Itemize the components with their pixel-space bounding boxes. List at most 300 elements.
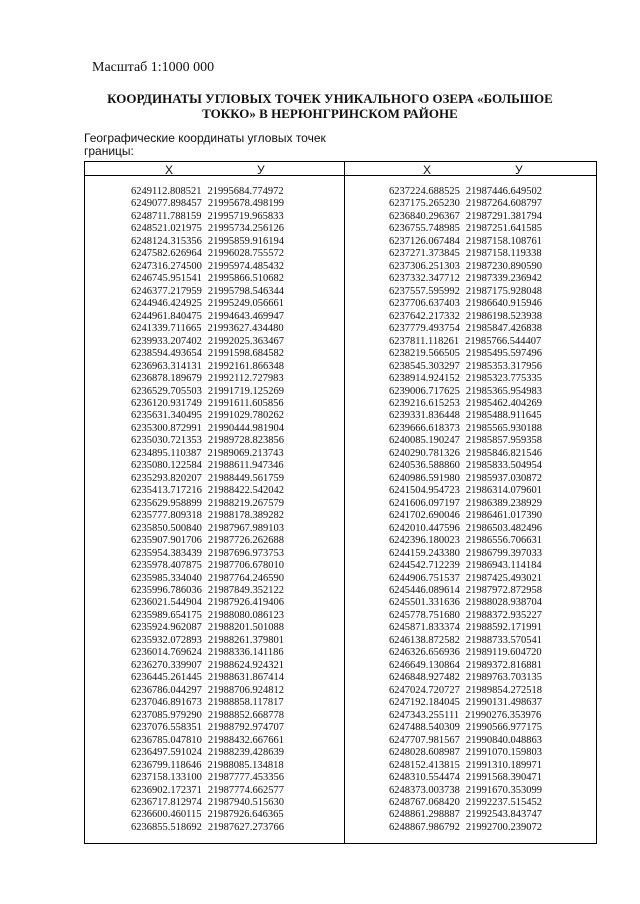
left-coordinate-row [131, 573, 284, 585]
left-coordinate-row [131, 186, 284, 198]
x-coordinate: 6235932.072893 [131, 634, 202, 646]
left-coordinate-row [131, 460, 284, 472]
x-coordinate: 6235907.901706 [131, 535, 202, 547]
y-coordinate: 21988178.389282 [207, 510, 284, 522]
x-coordinate: 6237557.595992 [389, 285, 460, 297]
left-coordinate-row [131, 298, 284, 310]
y-coordinate: 21986389.238929 [465, 497, 542, 509]
y-coordinate: 21988592.171991 [465, 622, 542, 634]
right-coordinate-row [389, 685, 542, 697]
x-coordinate: 6248767.068420 [389, 796, 460, 808]
y-coordinate: 21995719.965833 [207, 210, 284, 222]
caption-line-2: границы: [84, 144, 134, 158]
right-coordinate-row [389, 797, 542, 809]
left-coordinates-column [131, 186, 284, 834]
y-coordinate: 21987926.646365 [207, 809, 284, 821]
y-coordinate: 21988432.667661 [207, 734, 284, 746]
right-coordinate-row [389, 410, 542, 422]
x-coordinate: 6235080.122584 [131, 460, 202, 472]
coordinates-table [84, 161, 597, 844]
x-coordinate: 6248867.986792 [389, 821, 460, 833]
left-coordinate-row [131, 248, 284, 260]
x-coordinate: 6237046.891673 [131, 697, 202, 709]
y-coordinate: 21987158.108761 [465, 235, 542, 247]
x-coordinate: 6236021.544904 [131, 597, 202, 609]
right-coordinate-row [389, 211, 542, 223]
left-coordinate-row [131, 273, 284, 285]
x-coordinate: 6244961.840475 [131, 310, 202, 322]
y-coordinate: 21992025.363467 [207, 335, 284, 347]
left-coordinate-row [131, 336, 284, 348]
left-coordinate-row [131, 435, 284, 447]
x-coordinate: 6238545.303297 [389, 360, 460, 372]
x-coordinate: 6235629.958899 [131, 497, 202, 509]
y-coordinate: 21990444.981904 [207, 422, 284, 434]
y-coordinate: 21988261.379801 [207, 634, 284, 646]
document-title [80, 91, 580, 121]
x-coordinate: 6236120.931749 [131, 397, 202, 409]
y-coordinate: 21987627.273766 [207, 821, 284, 833]
x-coordinate: 6240290.781326 [389, 447, 460, 459]
x-coordinate: 6247488.540309 [389, 722, 460, 734]
y-coordinate: 21986198.523938 [465, 310, 542, 322]
left-coordinate-row [131, 797, 284, 809]
x-coordinate: 6244946.424925 [131, 298, 202, 310]
right-coordinate-row [389, 485, 542, 497]
left-coordinate-row [131, 236, 284, 248]
right-coordinate-row [389, 198, 542, 210]
x-coordinate: 6248152.413815 [389, 759, 460, 771]
left-coordinate-row [131, 660, 284, 672]
x-coordinate: 6246138.872582 [389, 634, 460, 646]
left-coordinate-row [131, 410, 284, 422]
left-coordinate-row [131, 198, 284, 210]
y-coordinate: 21987425.493021 [465, 572, 542, 584]
x-coordinate: 6238219.566505 [389, 348, 460, 360]
x-coordinate: 6249112.808521 [131, 186, 202, 197]
left-header-x: X [165, 163, 174, 177]
x-coordinate: 6236855.518692 [131, 821, 202, 833]
y-coordinate: 21987291.381794 [465, 210, 542, 222]
y-coordinate: 21985846.821546 [465, 447, 542, 459]
left-coordinate-row [131, 697, 284, 709]
x-coordinate: 6241339.711665 [131, 323, 202, 335]
y-coordinate: 21985462.404269 [465, 397, 542, 409]
y-coordinate: 21988422.542042 [207, 485, 284, 497]
y-coordinate: 21988611.947346 [207, 460, 284, 472]
left-coordinate-row [131, 510, 284, 522]
right-coordinate-row [389, 298, 542, 310]
y-coordinate: 21987972.872958 [465, 585, 542, 596]
x-coordinate: 6236786.044297 [131, 684, 202, 696]
map-scale: Масштаб 1:1000 000 [92, 60, 215, 75]
right-coordinate-row [389, 236, 542, 248]
right-coordinate-row [389, 373, 542, 385]
x-coordinate: 6240986.591980 [389, 472, 460, 484]
right-coordinate-row [389, 323, 542, 335]
y-coordinate: 21987696.973753 [207, 547, 284, 559]
right-coordinate-row [389, 747, 542, 759]
right-coordinate-row [389, 248, 542, 260]
y-coordinate: 21986461.017390 [465, 510, 542, 522]
x-coordinate: 6236785.047810 [131, 734, 202, 746]
x-coordinate: 6239666.618373 [389, 422, 460, 434]
x-coordinate: 6237271.373845 [389, 248, 460, 260]
right-coordinate-row [389, 448, 542, 460]
y-coordinate: 21991310.189971 [465, 759, 542, 771]
y-coordinate: 21988858.117817 [207, 697, 284, 709]
y-coordinate: 21988706.924812 [207, 684, 284, 696]
left-coordinate-row [131, 622, 284, 634]
y-coordinate: 21989728.823856 [207, 435, 284, 447]
x-coordinate: 6237224.688525 [389, 186, 460, 197]
right-coordinate-row [389, 635, 542, 647]
y-coordinate: 21988085.134818 [207, 759, 284, 771]
right-coordinate-row [389, 660, 542, 672]
y-coordinate: 21987339.236942 [465, 273, 542, 285]
x-coordinate: 6241504.954723 [389, 485, 460, 497]
x-coordinate: 6248124.315356 [131, 235, 202, 247]
left-coordinate-row [131, 597, 284, 609]
x-coordinate: 6248711.788159 [131, 210, 202, 222]
x-coordinate: 6249077.898457 [131, 198, 202, 210]
right-coordinate-row [389, 498, 542, 510]
left-coordinate-row [131, 747, 284, 759]
x-coordinate: 6246649.130864 [389, 659, 460, 671]
left-coordinate-row [131, 373, 284, 385]
x-coordinate: 6246377.217959 [131, 285, 202, 297]
y-coordinate: 21986503.482496 [465, 522, 542, 534]
x-coordinate: 6236755.748985 [389, 223, 460, 235]
y-coordinate: 21986640.915946 [465, 298, 542, 310]
right-coordinate-row [389, 460, 542, 472]
y-coordinate: 21987230.890590 [465, 260, 542, 272]
y-coordinate: 21991598.684582 [207, 348, 284, 360]
y-coordinate: 21989854.272518 [465, 684, 542, 696]
left-coordinate-row [131, 722, 284, 734]
y-coordinate: 21988239.428639 [207, 747, 284, 759]
x-coordinate: 6239933.207402 [131, 335, 202, 347]
x-coordinate: 6236497.591024 [131, 747, 202, 759]
x-coordinate: 6236799.118646 [131, 759, 202, 771]
x-coordinate: 6245871.833374 [389, 622, 460, 634]
left-coordinate-row [131, 585, 284, 597]
y-coordinate: 21990276.353976 [465, 709, 542, 721]
y-coordinate: 21985488.911645 [465, 410, 542, 422]
x-coordinate: 6246848.927482 [389, 672, 460, 684]
x-coordinate: 6236963.314131 [131, 360, 202, 372]
y-coordinate: 21988372.935227 [465, 609, 542, 621]
title-line-1: КООРДИНАТЫ УГЛОВЫХ ТОЧЕК УНИКАЛЬНОГО ОЗЕРА «БОЛЬШОЕ [107, 91, 553, 106]
x-coordinate: 6237642.217332 [389, 310, 460, 322]
y-coordinate: 21996028.755572 [207, 248, 284, 260]
y-coordinate: 21985323.775335 [465, 373, 542, 385]
right-coordinate-row [389, 735, 542, 747]
y-coordinate: 21987774.662577 [207, 784, 284, 796]
left-header-y: У [257, 163, 265, 177]
x-coordinate: 6239216.615253 [389, 397, 460, 409]
left-coordinate-row [131, 647, 284, 659]
y-coordinate: 21988624.924321 [207, 659, 284, 671]
y-coordinate: 21988028.938704 [465, 597, 542, 609]
x-coordinate: 6236717.812974 [131, 796, 202, 808]
x-coordinate: 6247343.255111 [389, 709, 460, 721]
y-coordinate: 21987764.246590 [207, 572, 284, 584]
right-coordinate-row [389, 473, 542, 485]
x-coordinate: 6247707.981567 [389, 734, 460, 746]
x-coordinate: 6237332.347712 [389, 273, 460, 285]
x-coordinate: 6237306.251303 [389, 260, 460, 272]
left-coordinate-row [131, 635, 284, 647]
right-coordinate-row [389, 760, 542, 772]
left-coordinate-row [131, 423, 284, 435]
left-coordinate-row [131, 560, 284, 572]
right-coordinate-row [389, 311, 542, 323]
y-coordinate: 21986314.079601 [465, 485, 542, 497]
y-coordinate: 21992543.843747 [465, 809, 542, 821]
y-coordinate: 21987777.453356 [207, 772, 284, 784]
left-coordinate-row [131, 223, 284, 235]
y-coordinate: 21987849.352122 [207, 585, 284, 596]
x-coordinate: 6244906.751537 [389, 572, 460, 584]
y-coordinate: 21992700.239072 [465, 821, 542, 833]
right-coordinate-row [389, 809, 542, 821]
x-coordinate: 6239331.836448 [389, 410, 460, 422]
x-coordinate: 6236270.339907 [131, 659, 202, 671]
x-coordinate: 6239006.717625 [389, 385, 460, 397]
right-coordinate-row [389, 223, 542, 235]
x-coordinate: 6235631.340495 [131, 410, 202, 422]
left-coordinate-row [131, 398, 284, 410]
y-coordinate: 21985937.030872 [465, 472, 542, 484]
y-coordinate: 21985495.597496 [465, 348, 542, 360]
right-coordinate-row [389, 348, 542, 360]
x-coordinate: 6247582.626964 [131, 248, 202, 260]
x-coordinate: 6241606.097197 [389, 497, 460, 509]
x-coordinate: 6235413.717216 [131, 485, 202, 497]
y-coordinate: 21993627.434480 [207, 323, 284, 335]
y-coordinate: 21988336.141186 [207, 647, 284, 659]
y-coordinate: 21988201.501088 [207, 622, 284, 634]
left-coordinate-row [131, 523, 284, 535]
x-coordinate: 6235985.334040 [131, 572, 202, 584]
y-coordinate: 21995866.510682 [207, 273, 284, 285]
left-coordinate-row [131, 361, 284, 373]
x-coordinate: 6240085.190247 [389, 435, 460, 447]
y-coordinate: 21995678.498199 [207, 198, 284, 210]
x-coordinate: 6237779.493754 [389, 323, 460, 335]
x-coordinate: 6237158.133100 [131, 772, 202, 784]
y-coordinate: 21992237.515452 [465, 796, 542, 808]
y-coordinate: 21987706.678010 [207, 560, 284, 572]
y-coordinate: 21992161.866348 [207, 360, 284, 372]
y-coordinate: 21987251.641585 [465, 223, 542, 235]
x-coordinate: 6238914.924152 [389, 373, 460, 385]
x-coordinate: 6236878.189679 [131, 373, 202, 385]
right-coordinate-row [389, 186, 542, 198]
x-coordinate: 6240536.588860 [389, 460, 460, 472]
right-coordinate-row [389, 573, 542, 585]
right-coordinate-row [389, 535, 542, 547]
y-coordinate: 21987446.649502 [465, 186, 542, 197]
y-coordinate: 21991568.390471 [465, 772, 542, 784]
x-coordinate: 6242010.447596 [389, 522, 460, 534]
y-coordinate: 21995684.774972 [207, 186, 284, 197]
right-coordinate-row [389, 510, 542, 522]
left-coordinate-row [131, 348, 284, 360]
x-coordinate: 6238594.493654 [131, 348, 202, 360]
x-coordinate: 6235954.383439 [131, 547, 202, 559]
y-coordinate: 21986799.397033 [465, 547, 542, 559]
y-coordinate: 21986556.706631 [465, 535, 542, 547]
left-coordinate-row [131, 448, 284, 460]
y-coordinate: 21989372.816881 [465, 659, 542, 671]
right-coordinate-row [389, 710, 542, 722]
table-column-divider [344, 162, 345, 843]
y-coordinate: 21990566.977175 [465, 722, 542, 734]
right-header-y: У [515, 163, 523, 177]
right-coordinate-row [389, 560, 542, 572]
y-coordinate: 21991611.605856 [207, 397, 284, 409]
x-coordinate: 6248310.554474 [389, 772, 460, 784]
x-coordinate: 6245778.751680 [389, 609, 460, 621]
y-coordinate: 21987967.989103 [207, 522, 284, 534]
right-coordinate-row [389, 548, 542, 560]
x-coordinate: 6237076.558351 [131, 722, 202, 734]
right-coordinate-row [389, 672, 542, 684]
left-coordinate-row [131, 535, 284, 547]
x-coordinate: 6247316.274500 [131, 260, 202, 272]
caption-line-1: Географические координаты угловых точек [84, 131, 326, 145]
right-coordinate-row [389, 386, 542, 398]
y-coordinate: 21987926.419406 [207, 597, 284, 609]
y-coordinate: 21987158.119338 [465, 248, 542, 260]
x-coordinate: 6236445.261445 [131, 672, 202, 684]
y-coordinate: 21988449.561759 [207, 472, 284, 484]
right-coordinate-row [389, 273, 542, 285]
right-coordinate-row [389, 647, 542, 659]
y-coordinate: 21985365.954983 [465, 385, 542, 397]
x-coordinate: 6236014.769624 [131, 647, 202, 659]
y-coordinate: 21988219.267579 [207, 497, 284, 509]
x-coordinate: 6235989.654175 [131, 609, 202, 621]
y-coordinate: 21987264.608797 [465, 198, 542, 210]
x-coordinate: 6247024.720727 [389, 684, 460, 696]
x-coordinate: 6236529.705503 [131, 385, 202, 397]
left-coordinate-row [131, 498, 284, 510]
y-coordinate: 21987175.928048 [465, 285, 542, 297]
right-coordinate-row [389, 622, 542, 634]
x-coordinate: 6248861.298887 [389, 809, 460, 821]
x-coordinate: 6237126.067484 [389, 235, 460, 247]
y-coordinate: 21989763.703135 [465, 672, 542, 684]
right-coordinate-row [389, 585, 542, 597]
y-coordinate: 21988631.867414 [207, 672, 284, 684]
x-coordinate: 6245446.089614 [389, 585, 460, 596]
y-coordinate: 21995249.056661 [207, 298, 284, 310]
left-coordinate-row [131, 548, 284, 560]
y-coordinate: 21985833.504954 [465, 460, 542, 472]
right-header-x: X [423, 163, 432, 177]
x-coordinate: 6237811.118261 [389, 335, 460, 347]
x-coordinate: 6235293.820207 [131, 472, 202, 484]
left-coordinate-row [131, 809, 284, 821]
x-coordinate: 6236840.296367 [389, 210, 460, 222]
x-coordinate: 6235030.721353 [131, 435, 202, 447]
y-coordinate: 21992112.727983 [207, 373, 284, 385]
left-coordinate-row [131, 386, 284, 398]
y-coordinate: 21991670.353099 [465, 784, 542, 796]
coordinates-caption [84, 132, 326, 158]
right-coordinate-row [389, 697, 542, 709]
y-coordinate: 21988080.086123 [207, 609, 284, 621]
y-coordinate: 21991070.159803 [465, 747, 542, 759]
y-coordinate: 21985353.317956 [465, 360, 542, 372]
y-coordinate: 21987726.262688 [207, 535, 284, 547]
y-coordinate: 21988733.570541 [465, 634, 542, 646]
left-coordinate-row [131, 672, 284, 684]
y-coordinate: 21985857.959358 [465, 435, 542, 447]
right-coordinate-row [389, 398, 542, 410]
left-coordinate-row [131, 772, 284, 784]
title-line-2: ТОККО» В НЕРЮНГРИНСКОМ РАЙОНЕ [202, 106, 458, 121]
x-coordinate: 6248028.608987 [389, 747, 460, 759]
left-coordinate-row [131, 211, 284, 223]
y-coordinate: 21988852.668778 [207, 709, 284, 721]
left-coordinate-row [131, 610, 284, 622]
x-coordinate: 6237175.265230 [389, 198, 460, 210]
right-coordinate-row [389, 286, 542, 298]
left-coordinate-row [131, 311, 284, 323]
left-coordinate-row [131, 473, 284, 485]
y-coordinate: 21989069.213743 [207, 447, 284, 459]
y-coordinate: 21987940.515630 [207, 796, 284, 808]
left-coordinate-row [131, 261, 284, 273]
y-coordinate: 21991719.125269 [207, 385, 284, 397]
x-coordinate: 6247192.184045 [389, 697, 460, 709]
x-coordinate: 6248521.021975 [131, 223, 202, 235]
x-coordinate: 6236902.172371 [131, 784, 202, 796]
left-coordinate-row [131, 785, 284, 797]
right-coordinate-row [389, 610, 542, 622]
right-coordinates-column [389, 186, 542, 834]
x-coordinate: 6246745.951541 [131, 273, 202, 285]
y-coordinate: 21995974.485432 [207, 260, 284, 272]
right-coordinate-row [389, 785, 542, 797]
x-coordinate: 6248373.003738 [389, 784, 460, 796]
y-coordinate: 21988792.974707 [207, 722, 284, 734]
y-coordinate: 21995734.256126 [207, 223, 284, 235]
x-coordinate: 6236600.460115 [131, 809, 202, 821]
y-coordinate: 21985766.544407 [465, 335, 542, 347]
right-coordinate-row [389, 597, 542, 609]
right-coordinate-row [389, 772, 542, 784]
right-coordinate-row [389, 435, 542, 447]
left-coordinate-row [131, 485, 284, 497]
left-coordinate-row [131, 710, 284, 722]
x-coordinate: 6241702.690046 [389, 510, 460, 522]
x-coordinate: 6244542.712239 [389, 560, 460, 572]
right-coordinate-row [389, 423, 542, 435]
y-coordinate: 21989119.604720 [465, 647, 542, 659]
right-coordinate-row [389, 523, 542, 535]
y-coordinate: 21994643.469947 [207, 310, 284, 322]
x-coordinate: 6246326.656936 [389, 647, 460, 659]
x-coordinate: 6235996.786036 [131, 585, 202, 596]
x-coordinate: 6245501.331636 [389, 597, 460, 609]
left-coordinate-row [131, 735, 284, 747]
y-coordinate: 21985847.426838 [465, 323, 542, 335]
